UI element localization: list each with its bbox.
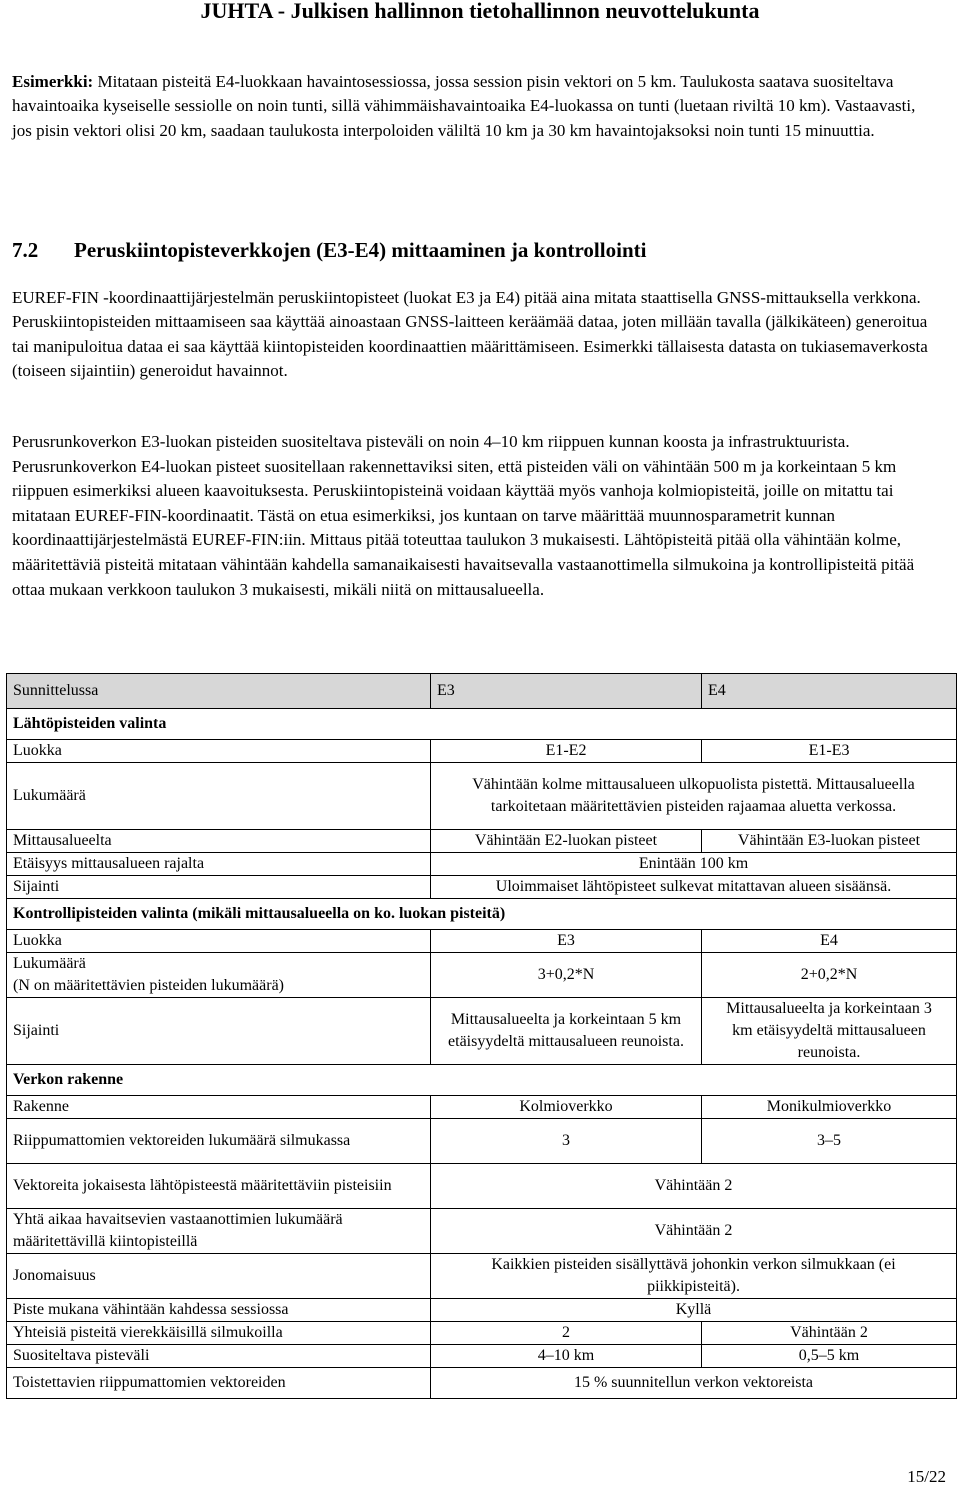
cell-merged: 15 % suunnitellun verkon vektoreista xyxy=(431,1368,957,1399)
example-label: Esimerkki: xyxy=(12,72,94,91)
row-label: Piste mukana vähintään kahdessa sessiossa xyxy=(7,1299,431,1322)
cell-e3: Kolmioverkko xyxy=(431,1096,702,1119)
section-row-verkko xyxy=(7,1065,957,1096)
row-label: Toistettavien riippumattomien vektoreiden xyxy=(7,1368,431,1399)
row-label: Suositeltava pisteväli xyxy=(7,1345,431,1368)
cell-e3: 2 xyxy=(431,1322,702,1345)
row-label: Sijainti xyxy=(7,876,431,899)
row-label xyxy=(7,953,431,998)
requirements-table xyxy=(6,673,957,1399)
row-label: Luokka xyxy=(7,930,431,953)
row-label: Luokka xyxy=(7,740,431,763)
table-row xyxy=(7,853,957,876)
table-row xyxy=(7,1299,957,1322)
page-number: 15/22 xyxy=(907,1467,946,1486)
section-row-kontrolli xyxy=(7,899,957,930)
table-row xyxy=(7,740,957,763)
section-title: Peruskiintopisteverkkojen (E3-E4) mittaaminen ja kontrollointi xyxy=(74,238,647,262)
cell-merged: Vähintään kolme mittausalueen ulkopuolista pistettä. Mittausalueella tarkoitetaan määritettävien pisteiden rajaamaa aluetta verkossa. xyxy=(431,763,957,830)
cell-merged: Uloimmaiset lähtöpisteet sulkevat mitattavan alueen sisäänsä. xyxy=(431,876,957,899)
header-cell-e4: E4 xyxy=(702,674,957,709)
cell-e4: E1-E3 xyxy=(702,740,957,763)
section-title-kontrolli: Kontrollipisteiden valinta (mikäli mittausalueella on ko. luokan pisteitä) xyxy=(7,899,957,930)
cell-e4: E4 xyxy=(702,930,957,953)
row-label: Yhteisiä pisteitä vierekkäisillä silmukoilla xyxy=(7,1322,431,1345)
table-row xyxy=(7,876,957,899)
row-label: Jonomaisuus xyxy=(7,1254,431,1299)
row-label-main: Lukumäärä xyxy=(13,955,86,972)
row-label: Rakenne xyxy=(7,1096,431,1119)
header-cell-planning: Sunnittelussa xyxy=(7,674,431,709)
cell-e4: Monikulmioverkko xyxy=(702,1096,957,1119)
row-label: Riippumattomien vektoreiden lukumäärä silmukassa xyxy=(7,1119,431,1164)
cell-e3: 3+0,2*N xyxy=(431,953,702,998)
table-row xyxy=(7,1368,957,1399)
cell-e4: Vähintään E3-luokan pisteet xyxy=(702,830,957,853)
table-row xyxy=(7,953,957,998)
section-title-lahto: Lähtöpisteiden valinta xyxy=(7,709,957,740)
cell-e3: Mittausalueelta ja korkeintaan 5 km etäisyydeltä mittausalueen reunoista. xyxy=(431,998,702,1065)
table-row xyxy=(7,1209,957,1254)
row-label: Vektoreita jokaisesta lähtöpisteestä määritettäviin pisteisiin xyxy=(7,1164,431,1209)
table-row xyxy=(7,763,957,830)
section-number: 7.2 xyxy=(12,238,39,262)
cell-merged: Vähintään 2 xyxy=(431,1164,957,1209)
row-label: Sijainti xyxy=(7,998,431,1065)
cell-e3: 4–10 km xyxy=(431,1345,702,1368)
cell-e4: Mittausalueelta ja korkeintaan 3 km etäisyydeltä mittausalueen reunoista. xyxy=(702,998,957,1065)
row-label: Yhtä aikaa havaitsevien vastaanottimien lukumäärä määritettävillä kiintopisteillä xyxy=(7,1209,431,1254)
document-header: JUHTA - Julkisen hallinnon tietohallinnon neuvottelukunta xyxy=(200,0,760,23)
row-label: Etäisyys mittausalueen rajalta xyxy=(7,853,431,876)
body-paragraph-1: EUREF-FIN -koordinaattijärjestelmän peruskiintopisteet (luokat E3 ja E4) pitää aina mitata staattisella GNSS-mittauksella verkkona. Peruskiintopisteiden mittaamiseen saa käyttää ainoastaan GNSS-laitteen keräämää dataa, joten millään tavalla (jälkikäteen) generoitua tai manipuloitua dataa ei saa käyttää kiintopisteiden koordinaattien määrittämiseen. Esimerkki tällaisesta datasta on tukiasemaverkosta (toiseen sijaintiin) generoidut havainnot. xyxy=(12,288,928,381)
table-row xyxy=(7,998,957,1065)
body-paragraph-2: Perusrunkoverkon E3-luokan pisteiden suositeltava pisteväli on noin 4–10 km riippuen kunnan koosta ja infrastruktuurista. Perusrunkoverkon E4-luokan pisteet suositellaan rakennettaviksi siten, että pisteiden väli on vähintään 500 m ja korkeintaan 5 km riippuen esimerkiksi alueen kaavoituksesta. Peruskiintopisteinä voidaan käyttää myös vanhoja kolmiopisteitä, joille on mitattu tai mitataan EUREF-FIN-koordinaatit. Tästä on etua esimerkiksi, jos kuntaan on tarve määrittää muunnosparametrit kunnan koordinaattijärjestelmästä EUREF-FIN:iin. Mittaus pitää toteuttaa taulukon 3 mukaisesti. Lähtöpisteitä pitää olla vähintään kolme, määritettäviä pisteitä mitataan vähintään kahdella samanaikaisesti havaitsevalla vastaanottimella silmukoina ja kontrollipisteitä pitää ottaa mukaan verkkoon taulukon 3 mukaisesti, mikäli niitä on mittausalueella. xyxy=(12,432,915,599)
cell-e4: 0,5–5 km xyxy=(702,1345,957,1368)
table-row xyxy=(7,1164,957,1209)
cell-e4: Vähintään 2 xyxy=(702,1322,957,1345)
cell-e3: E3 xyxy=(431,930,702,953)
row-label-note: (N on määritettävien pisteiden lukumäärä) xyxy=(13,977,285,994)
cell-e3: 3 xyxy=(431,1119,702,1164)
row-label: Lukumäärä xyxy=(7,763,431,830)
cell-merged: Kaikkien pisteiden sisällyttävä johonkin verkon silmukkaan (ei piikkipisteitä). xyxy=(431,1254,957,1299)
section-row-lahto xyxy=(7,709,957,740)
cell-merged: Enintään 100 km xyxy=(431,853,957,876)
table-row xyxy=(7,1345,957,1368)
table-row xyxy=(7,1119,957,1164)
cell-merged: Vähintään 2 xyxy=(431,1209,957,1254)
row-label: Mittausalueelta xyxy=(7,830,431,853)
table-header-row xyxy=(7,674,957,709)
table-row xyxy=(7,1254,957,1299)
table-row xyxy=(7,830,957,853)
table-row xyxy=(7,1322,957,1345)
table-row xyxy=(7,1096,957,1119)
table-row xyxy=(7,930,957,953)
example-text: Mitataan pisteitä E4-luokkaan havaintosessiossa, jossa session pisin vektori on 5 km. Taulukosta saatava suositeltava havaintoaika kyseiselle sessiolle on noin tunti, sillä vähimmäishavaintoaika E4-luokassa on tunti (luetaan riviltä 10 km). Vastaavasti, jos pisin vektori olisi 20 km, saadaan taulukosta interpoloiden väliltä 10 km ja 30 km havaintojaksoksi noin tunti 15 minuuttia. xyxy=(12,72,916,140)
example-paragraph xyxy=(12,70,934,143)
cell-e4: 3–5 xyxy=(702,1119,957,1164)
section-heading xyxy=(12,238,646,263)
cell-e4: 2+0,2*N xyxy=(702,953,957,998)
header-cell-e3: E3 xyxy=(431,674,702,709)
section-title-verkko: Verkon rakenne xyxy=(7,1065,957,1096)
cell-e3: Vähintään E2-luokan pisteet xyxy=(431,830,702,853)
cell-merged: Kyllä xyxy=(431,1299,957,1322)
cell-e3: E1-E2 xyxy=(431,740,702,763)
